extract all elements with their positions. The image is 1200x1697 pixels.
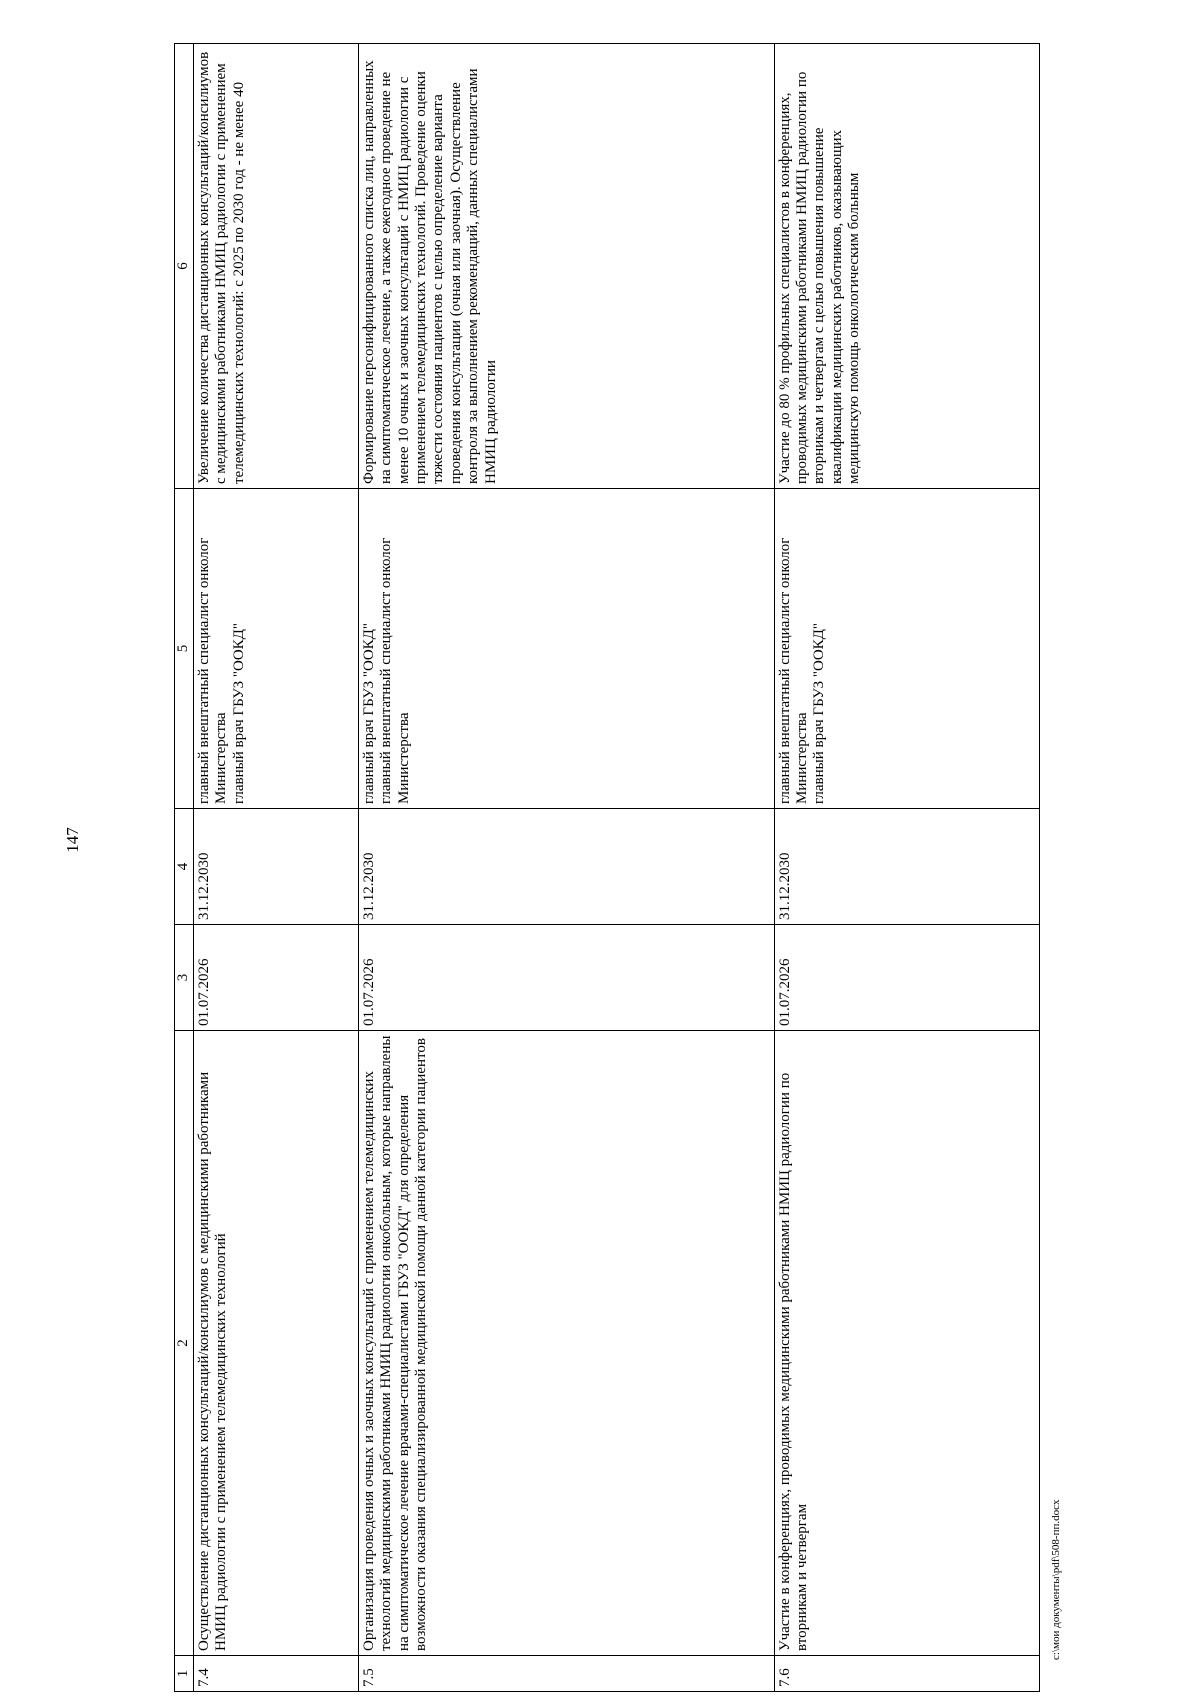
table-row <box>774 44 1039 1692</box>
page-number: 147 <box>63 827 82 853</box>
start-date: 01.07.2026 <box>358 925 774 1031</box>
rotated-page-content <box>174 44 1040 1692</box>
header-col-3: 3 <box>175 925 194 1031</box>
expected-result: Формирование персонифицированного списка лиц, направленных на симптоматическое лечение, а также ежегодное проведение не менее 10 очных и заочных консультаций с НМИЦ радиологии с применением телемедицинских технологий. Проведение оценки тяжести состояния пациентов с целью определение варианта проведения консультации (очная или заочная). Осуществление контроля за выполнением рекомендаций, данных специалистами НМИЦ радиологии <box>358 44 774 489</box>
header-col-1: 1 <box>175 1656 194 1692</box>
table-row <box>358 44 774 1692</box>
action-plan-table <box>174 43 1040 1692</box>
activity-name: Участие в конференциях, проводимых медицинскими работниками НМИЦ радиологии по вторникам и четвергам <box>774 1031 1039 1656</box>
start-date: 01.07.2026 <box>774 925 1039 1031</box>
responsible-persons: главный внештатный специалист онколог Министерства главный врач ГБУЗ "ООКД" <box>194 489 359 809</box>
responsible-persons: главный внештатный специалист онколог Министерства главный врач ГБУЗ "ООКД" <box>774 489 1039 809</box>
row-number: 7.5 <box>358 1656 774 1692</box>
table-row <box>194 44 359 1692</box>
row-number: 7.4 <box>194 1656 359 1692</box>
footer-file-path-text: c:\мои документы\pdf\508-пп.docx <box>1050 1499 1062 1660</box>
activity-name: Осуществление дистанционных консультаций/консилиумов с медицинскими работниками НМИЦ радиологии с применением телемедицинских технологий <box>194 1031 359 1656</box>
header-col-4: 4 <box>175 809 194 925</box>
end-date: 31.12.2030 <box>194 809 359 925</box>
responsible-persons: главный врач ГБУЗ "ООКД" главный внештатный специалист онколог Министерства <box>358 489 774 809</box>
table-header-row <box>175 44 194 1692</box>
header-col-2: 2 <box>175 1031 194 1656</box>
end-date: 31.12.2030 <box>358 809 774 925</box>
expected-result: Участие до 80 % профильных специалистов в конференциях, проводимых медицинскими работниками НМИЦ радиологии по вторникам и четвергам с целью повышения повышение квалификации медицинских работников, оказывающих медицинскую помощь онкологическим больным <box>774 44 1039 489</box>
start-date: 01.07.2026 <box>194 925 359 1031</box>
expected-result: Увеличение количества дистанционных консультаций/консилиумов с медицинскими работниками НМИЦ радиологии с применением телемедицинских технологий: с 2025 по 2030 год - не менее 40 <box>194 44 359 489</box>
activity-name: Организация проведения очных и заочных консультаций с применением телемедицинских технологий медицинскими работниками НМИЦ радиологии онкобольным, которые направлены на симптоматическое лечение врачами-специалистами ГБУЗ "ООКД" для определения возможности оказания специализированной медицинской помощи данной категории пациентов <box>358 1031 774 1656</box>
row-number: 7.6 <box>774 1656 1039 1692</box>
end-date: 31.12.2030 <box>774 809 1039 925</box>
header-col-5: 5 <box>175 489 194 809</box>
header-col-6: 6 <box>175 44 194 489</box>
